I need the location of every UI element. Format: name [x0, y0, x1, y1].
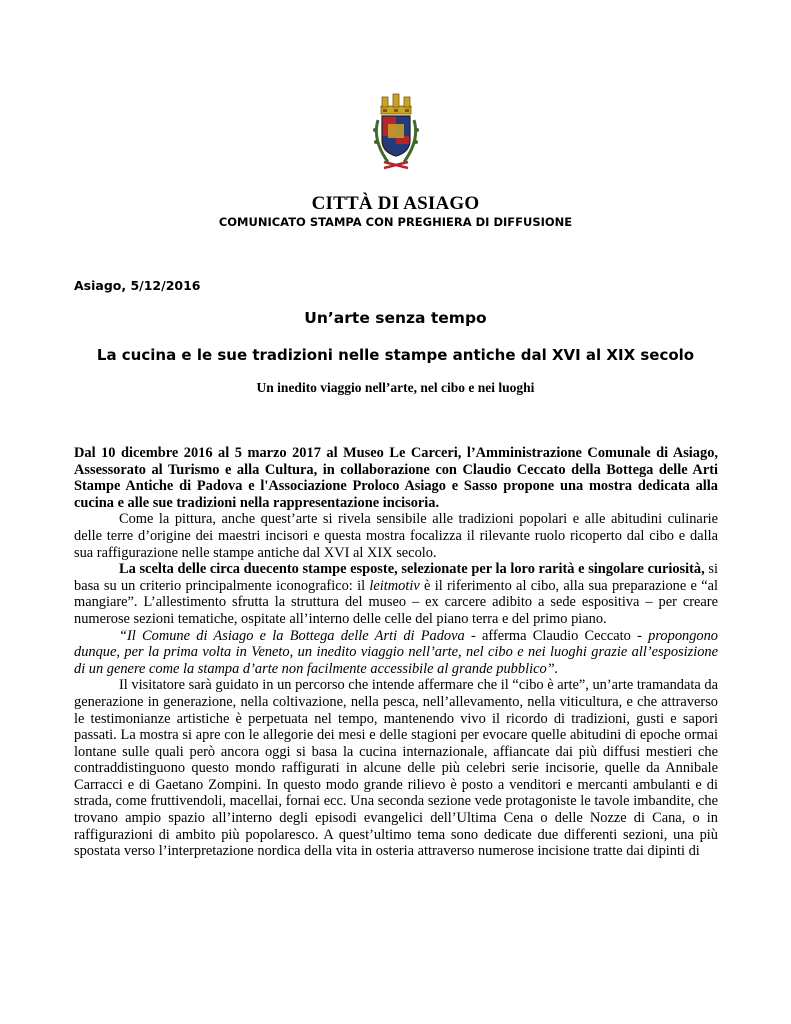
city-name-heading: CITTÀ DI ASIAGO [311, 193, 480, 214]
body-text [74, 445, 718, 860]
paragraph-intro: Dal 10 dicembre 2016 al 5 marzo 2017 al Museo Le Carceri, l’Amministrazione Comunale di Asiago, Assessorato al Turismo e alla Cultura, in collaborazione con Claudio Ceccato della Bottega delle Arti Stampe Antiche di Padova e l'Associazione Proloco Asiago e Sasso propone una mostra dedicata alla cucina e alle sue tradizioni nella rappresentazione incisoria. [74, 445, 718, 511]
quote-attribution: - afferma Claudio Ceccato - [464, 627, 649, 644]
selection-text-a: si basa su un criterio principalmente iconografico: il [74, 561, 718, 594]
asiago-coat-of-arms-icon [366, 90, 426, 172]
press-release-label: COMUNICATO STAMPA CON PREGHIERA DI DIFFUSIONE [218, 215, 573, 229]
release-subtitle: Un inedito viaggio nell’arte, nel cibo e nei luoghi [256, 380, 535, 395]
leitmotiv-term: leitmotiv [369, 577, 420, 594]
paragraph-selection [74, 561, 718, 627]
selection-text-b: è il riferimento al cibo, alla sua preparazione e “al mangiare”. L’allestimento sfrutta la struttura del museo – ex carcere adibito a sede espositiva – per creare numerose sezioni tematiche, ospitate all’interno delle celle del piano terra e del primo piano. [74, 577, 719, 627]
date-line: Asiago, 5/12/2016 [74, 278, 201, 293]
release-title: Un’arte senza tempo [304, 309, 487, 327]
paragraph-quote [74, 628, 718, 678]
quote-part-2: propongono dunque, per la prima volta in Veneto, un inedito viaggio nell’arte, nel cibo e nei luoghi grazie all’esposizione di un genere come la stampa d’arte non facilmente accessibile al grande pubblico”. [74, 627, 718, 677]
paragraph-visitor: Il visitatore sarà guidato in un percorso che intende affermare che il “cibo è arte”, un’arte tramandata da generazione in generazione, nella coltivazione, nella pesca, nell’allevamento, nella viticultura, e che attraverso le testimonianze artistiche è perpetuata nel tempo, mantenendo vivo il ricordo di tradizioni, gusti e sapori passati. La mostra si apre con le allegorie dei mesi e delle stagioni per evocare quelle abitudini di epoche ormai lontane sulle quali però ancora oggi si basa la cucina internazionale, affiancate dai più diffusi mestieri che contraddistinguono questo mondo raffigurati in alcune delle più celebri serie incisorie, quelle da Annibale Carracci e di Gaetano Zompini. In questo modo grande rilievo è posto a venditori e mercanti ambulanti e di strada, come fruttivendoli, macellai, fornai ecc. Una seconda sezione vede protagoniste le tavole imbandite, che trovano ampio spazio all’interno degli episodi evangelici dell’Ultima Cena o delle Nozze di Cana, o in raffigurazioni di ambito più popolaresco. A quest’ultimo tema sono dedicate due differenti sezioni, una più spostata verso l’interpretazione nordica della vita in osteria attraverso numerose incisione tratte dai dipinti di [74, 677, 718, 860]
quote-part-1: “Il Comune di Asiago e la Bottega delle Arti di Padova [119, 627, 465, 644]
paragraph-painting: Come la pittura, anche quest’arte si rivela sensibile alle tradizioni popolari e alle abitudini culinarie delle terre d’origine dei maestri incisori e questa mostra focalizza il rilevante ruolo ricoperto dal cibo e dalla sua raffigurazione nelle stampe antiche dal XVI al XIX secolo. [74, 511, 718, 561]
release-headline: La cucina e le sue tradizioni nelle stampe antiche dal XVI al XIX secolo [96, 346, 695, 364]
selection-bold-text: La scelta delle circa duecento stampe esposte, selezionate per la loro rarità e singolare curiosità, [119, 561, 705, 578]
